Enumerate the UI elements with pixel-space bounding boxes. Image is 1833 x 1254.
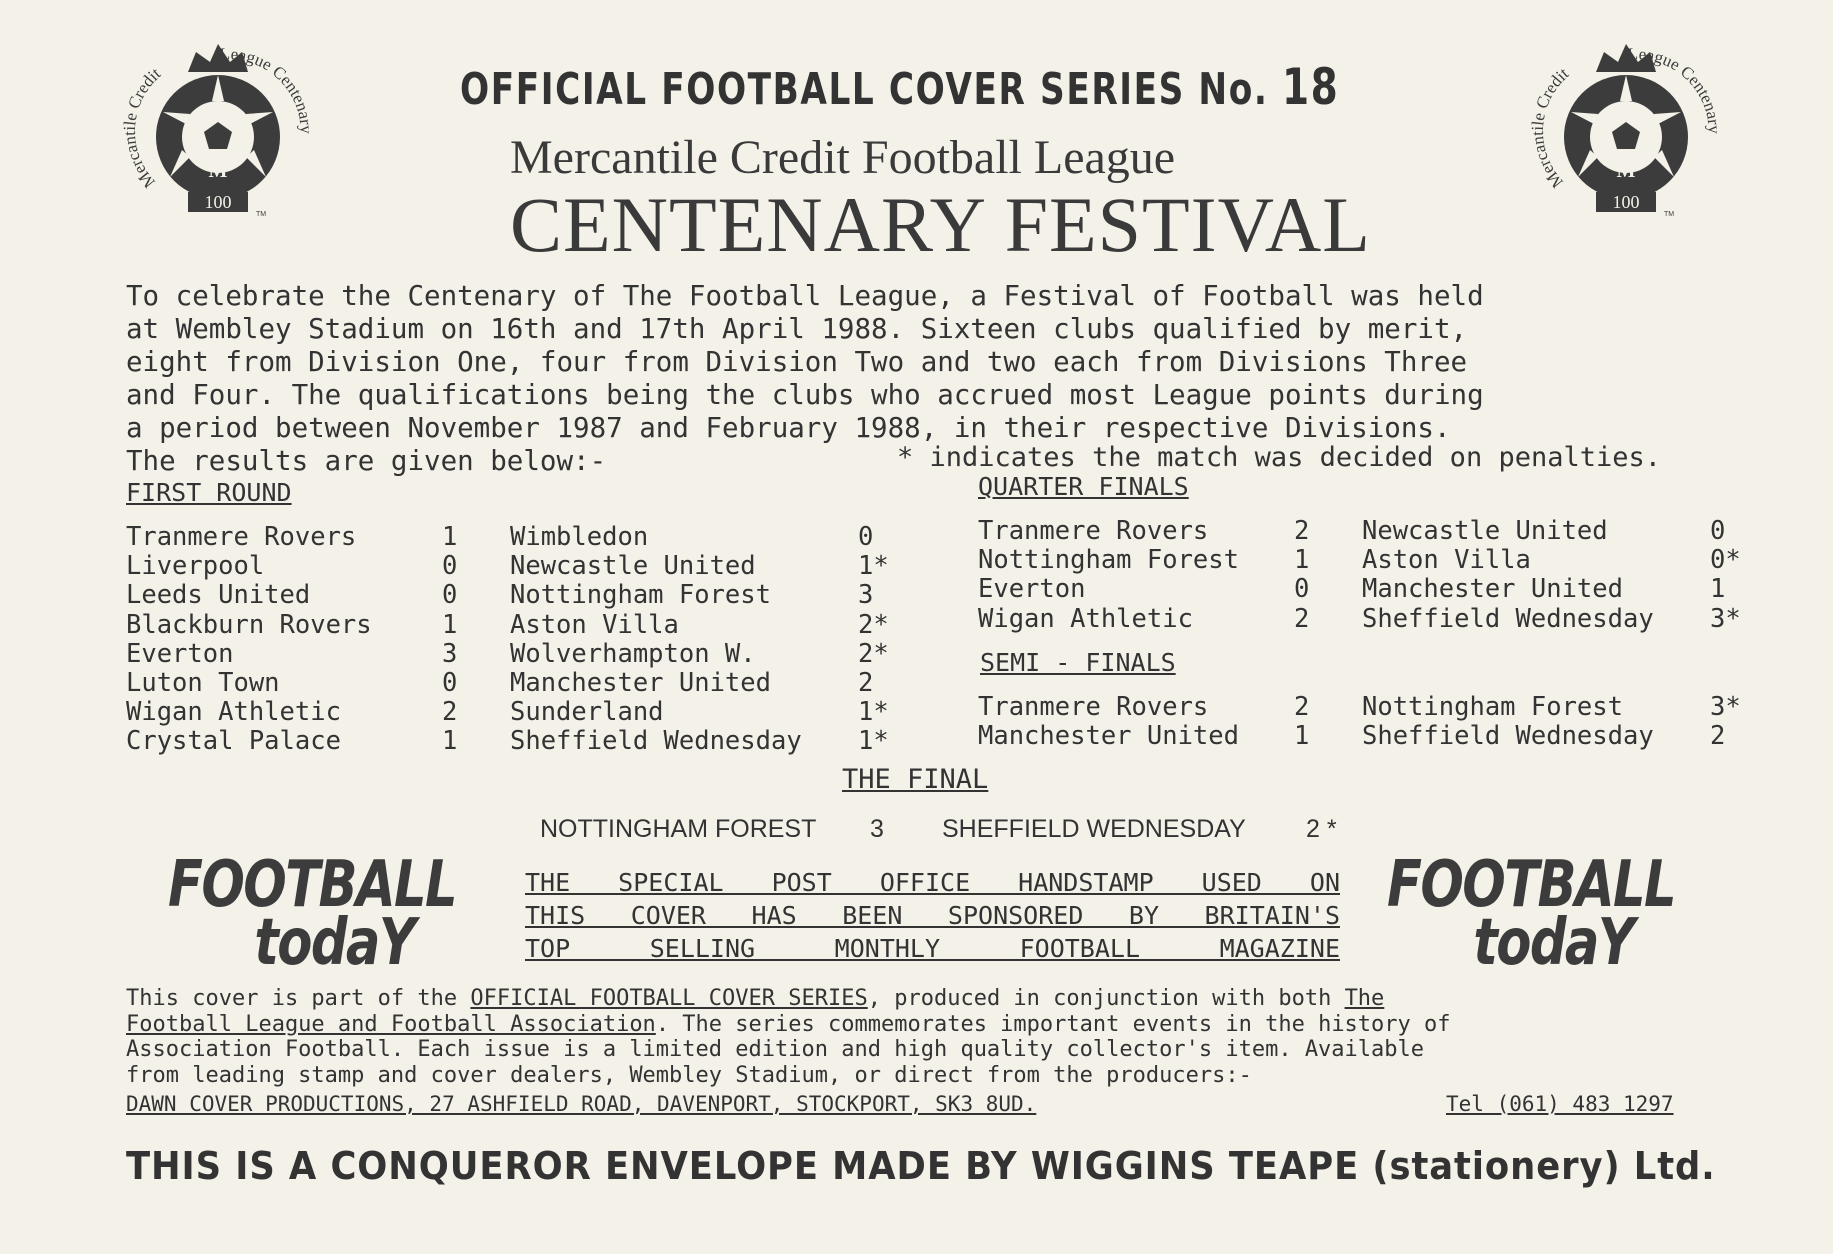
- subtitle: Mercantile Credit Football League: [510, 131, 1176, 184]
- away-team: Manchester United: [1362, 574, 1623, 605]
- home-team: Wigan Athletic: [126, 697, 341, 728]
- home-team: Blackburn Rovers: [126, 609, 372, 640]
- home-score: 1: [1294, 721, 1310, 752]
- final-away-score: 2 *: [1306, 815, 1337, 843]
- handstamp-line: TOP SELLING MONTHLY FOOTBALL MAGAZINE: [525, 934, 1340, 963]
- home-team: Tranmere Rovers: [978, 516, 1209, 546]
- home-team: Liverpool: [126, 551, 265, 582]
- away-team: Sheffield Wednesday: [510, 726, 802, 757]
- series-info-paragraph: [126, 986, 1732, 1088]
- logo-monogram: M: [1616, 160, 1636, 182]
- away-team: Newcastle United: [510, 551, 756, 582]
- football-today-line1: FOOTBALL: [168, 848, 457, 922]
- logo-number: 100: [204, 192, 232, 212]
- home-score: 1: [442, 609, 458, 640]
- series-title: [460, 58, 1340, 118]
- main-title: CENTENARY FESTIVAL: [510, 181, 1371, 268]
- quarter-finals-heading: QUARTER FINALS: [978, 472, 1189, 501]
- away-score: 0*: [1710, 545, 1741, 576]
- away-score: 0: [1710, 516, 1726, 546]
- away-score: 3: [858, 580, 874, 611]
- away-score: 1*: [858, 726, 889, 757]
- intro-line: eight from Division One, four from Division Two and two each from Divisions Three: [126, 346, 1468, 378]
- series-title-text: OFFICIAL FOOTBALL COVER SERIES No.: [460, 64, 1269, 115]
- handstamp-sponsor-text: [525, 866, 1340, 965]
- producer-telephone: Tel (061) 483 1297: [1446, 1092, 1674, 1116]
- football-today-logo-left: [168, 848, 456, 978]
- home-score: 2: [1294, 516, 1310, 546]
- away-team: Aston Villa: [1362, 545, 1531, 576]
- envelope-maker-note: THIS IS A CONQUEROR ENVELOPE MADE BY WIGGINS TEAPE (stationery) Ltd.: [126, 1144, 1716, 1188]
- home-team: Tranmere Rovers: [978, 692, 1209, 722]
- away-team: Manchester United: [510, 668, 771, 698]
- away-score: 1*: [858, 697, 889, 728]
- league-association-underlined: Football League and Football Association: [126, 1011, 656, 1037]
- home-team: Leeds United: [126, 580, 311, 611]
- final-home-score: 3: [870, 815, 884, 843]
- logo-tm: TM: [256, 211, 267, 218]
- home-score: 3: [442, 638, 458, 669]
- away-team: Sheffield Wednesday: [1362, 721, 1654, 752]
- series-info-line: [126, 1012, 1732, 1038]
- logo-number: 100: [1612, 192, 1640, 212]
- series-info-line: [126, 986, 1732, 1012]
- football-today-logo-right: [1387, 848, 1675, 978]
- handstamp-line: THE SPECIAL POST OFFICE HANDSTAMP USED ON: [525, 868, 1340, 897]
- away-score: 0: [858, 522, 874, 552]
- penalty-note: * indicates the match was decided on penalties.: [897, 442, 1662, 473]
- series-info-text: . The series commemorates important events in the history of: [655, 1011, 1451, 1037]
- home-team: Wigan Athletic: [978, 603, 1193, 634]
- home-team: Manchester United: [978, 721, 1239, 752]
- series-info-line: Association Football. Each issue is a limited edition and high quality collector's item. Available: [126, 1037, 1425, 1062]
- semi-finals-heading: SEMI - FINALS: [980, 648, 1176, 677]
- first-round-heading: FIRST ROUND: [126, 478, 292, 507]
- football-today-line1: FOOTBALL: [1387, 848, 1676, 922]
- away-score: 3*: [1710, 692, 1741, 722]
- away-team: Nottingham Forest: [510, 580, 771, 611]
- football-today-line2: todaY: [1473, 906, 1634, 980]
- home-score: 0: [1294, 574, 1310, 605]
- logo-arc-text-left: Mercantile Credit: [119, 63, 165, 192]
- logo-arc-text-right: League Centenary: [1627, 44, 1724, 135]
- home-team: Everton: [126, 638, 234, 669]
- home-score: 0: [442, 580, 458, 611]
- away-team: Aston Villa: [510, 609, 679, 640]
- home-score: 2: [1294, 692, 1310, 722]
- logo-arc-text-left: Mercantile Credit: [1527, 63, 1573, 192]
- logo-arc-text-right: League Centenary: [219, 44, 316, 135]
- home-score: 1: [442, 726, 458, 757]
- home-team: Luton Town: [126, 668, 280, 698]
- producer-address: DAWN COVER PRODUCTIONS, 27 ASHFIELD ROAD, DAVENPORT, STOCKPORT, SK3 8UD.: [126, 1092, 1037, 1116]
- intro-line: and Four. The qualifications being the clubs who accrued most League points during: [126, 379, 1484, 411]
- logo-tm: TM: [1664, 211, 1675, 218]
- centenary-logo-left: [118, 32, 318, 232]
- final-heading: THE FINAL: [842, 764, 989, 795]
- centenary-logo-right: [1526, 32, 1726, 232]
- intro-line: at Wembley Stadium on 16th and 17th April 1988. Sixteen clubs qualified by merit,: [126, 313, 1468, 345]
- series-info-text: This cover is part of the: [126, 986, 471, 1011]
- intro-line: To celebrate the Centenary of The Football League, a Festival of Football was held: [126, 280, 1484, 312]
- logo-monogram: M: [208, 160, 228, 182]
- away-team: Wimbledon: [510, 522, 649, 552]
- home-team: Tranmere Rovers: [126, 522, 357, 552]
- away-team: Wolverhampton W.: [510, 638, 756, 669]
- away-score: 3*: [1710, 603, 1741, 634]
- intro-line: The results are given below:-: [126, 445, 607, 477]
- away-score: 2: [858, 668, 874, 698]
- away-score: 2*: [858, 609, 889, 640]
- intro-line: a period between November 1987 and February 1988, in their respective Divisions.: [126, 412, 1451, 444]
- away-team: Nottingham Forest: [1362, 692, 1623, 722]
- final-home-team: NOTTINGHAM FOREST: [540, 815, 817, 843]
- away-score: 1*: [858, 551, 889, 582]
- home-score: 0: [442, 668, 458, 698]
- football-today-line2: todaY: [254, 906, 415, 980]
- home-team: Nottingham Forest: [978, 545, 1239, 576]
- away-team: Sunderland: [510, 697, 664, 728]
- series-number: 18: [1281, 58, 1340, 116]
- home-score: 1: [442, 522, 458, 552]
- home-score: 2: [1294, 603, 1310, 634]
- away-score: 1: [1710, 574, 1726, 605]
- home-score: 2: [442, 697, 458, 728]
- home-team: Everton: [978, 574, 1086, 605]
- home-score: 0: [442, 551, 458, 582]
- away-score: 2*: [858, 638, 889, 669]
- final-away-team: SHEFFIELD WEDNESDAY: [942, 815, 1246, 843]
- series-info-line: from leading stamp and cover dealers, Wembley Stadium, or direct from the producers:-: [126, 1062, 1252, 1088]
- away-score: 2: [1710, 721, 1726, 752]
- away-team: Newcastle United: [1362, 516, 1608, 546]
- series-info-text: , produced in conjunction with both: [867, 986, 1345, 1011]
- series-name-underlined: OFFICIAL FOOTBALL COVER SERIES: [470, 986, 868, 1011]
- handstamp-line: THIS COVER HAS BEEN SPONSORED BY BRITAIN'S: [525, 901, 1340, 930]
- series-info-underlined: The: [1344, 986, 1385, 1011]
- home-team: Crystal Palace: [126, 726, 341, 757]
- home-score: 1: [1294, 545, 1310, 576]
- away-team: Sheffield Wednesday: [1362, 603, 1654, 634]
